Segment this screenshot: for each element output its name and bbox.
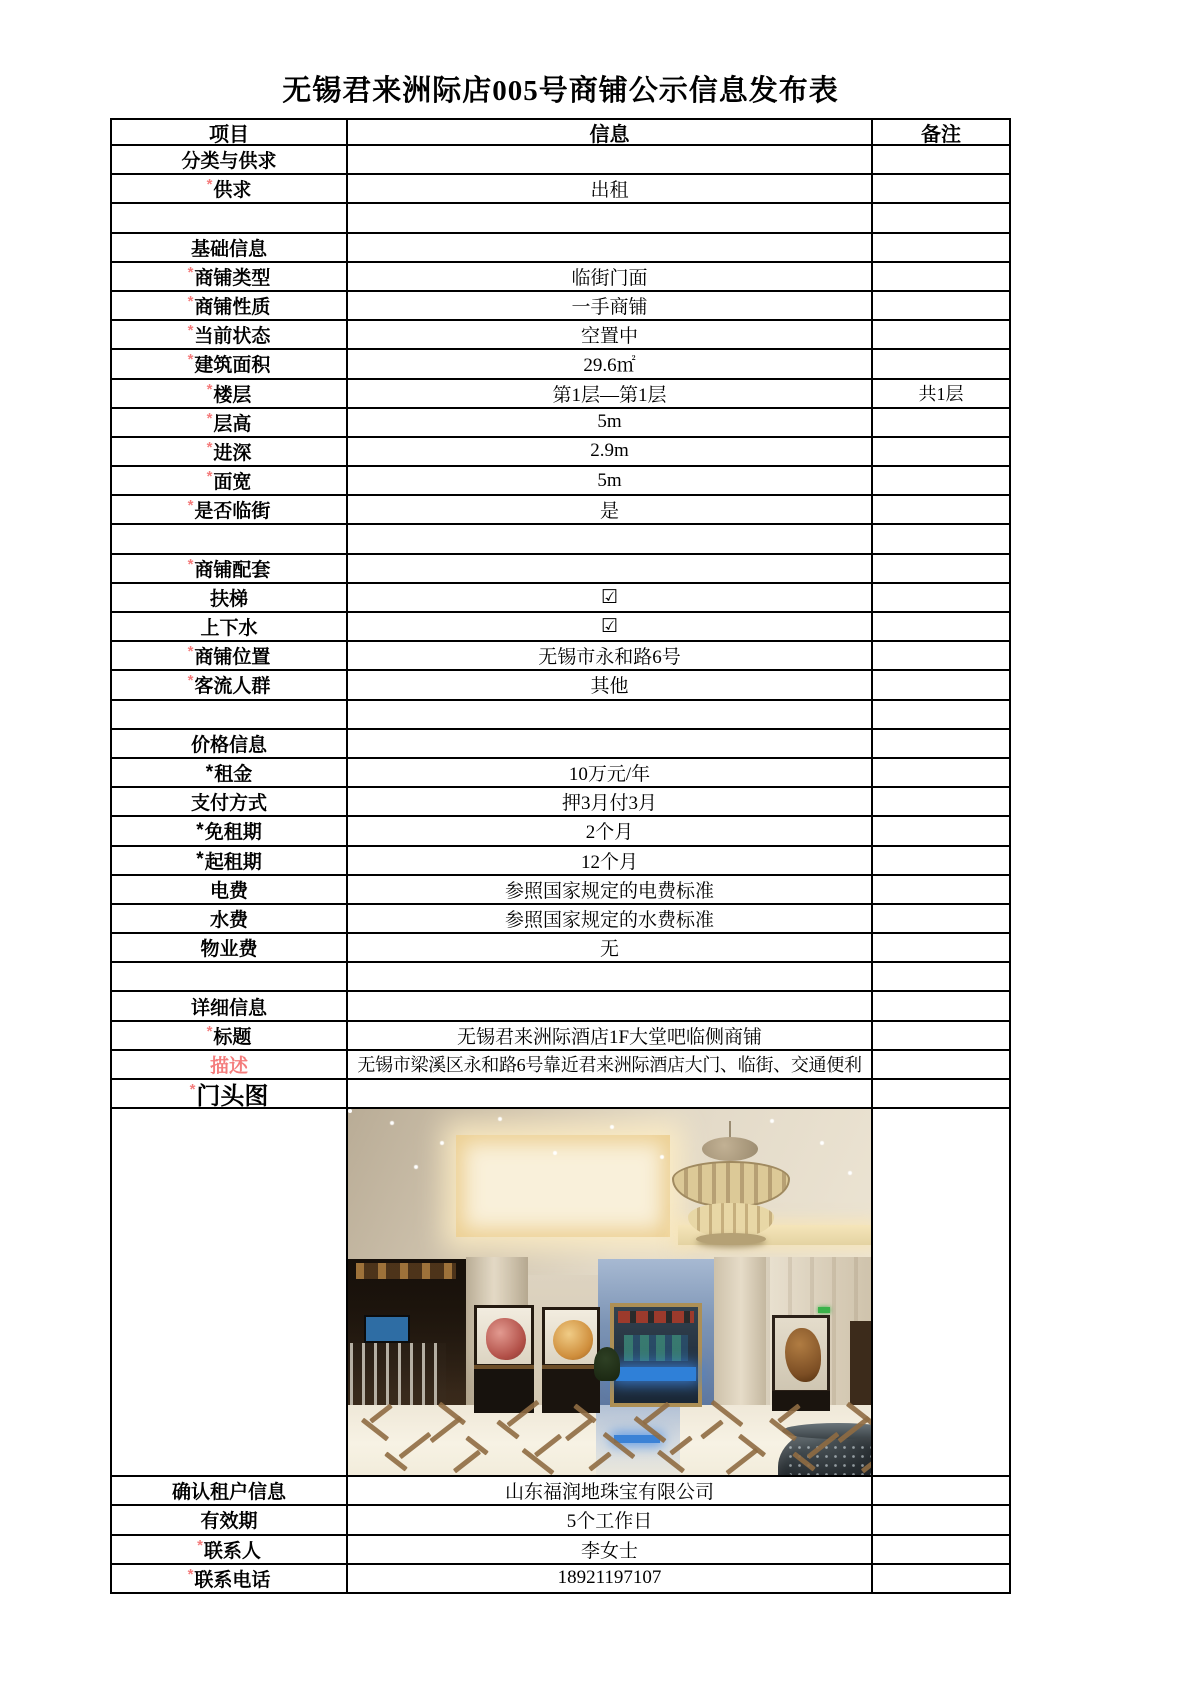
required-star: *: [187, 1565, 194, 1583]
table-row: [112, 757, 1009, 786]
info-cell: [346, 234, 873, 261]
table-row: [112, 465, 1009, 494]
item-cell: [112, 467, 346, 494]
info-value: 李女士: [580, 1540, 638, 1562]
table-row: [112, 932, 1009, 961]
required-star: *: [206, 380, 213, 398]
remark-cell: [873, 876, 1009, 903]
remark-cell: [873, 1080, 1009, 1107]
table-row: [112, 202, 1009, 231]
remark-cell: [873, 380, 1009, 407]
info-cell: [346, 204, 873, 231]
info-cell: [346, 1109, 873, 1475]
info-cell: [346, 1080, 873, 1107]
table-row: [112, 611, 1009, 640]
info-value: 出租: [590, 180, 629, 202]
item-label: 联系人: [203, 1540, 261, 1562]
info-cell: [346, 730, 873, 757]
item-label: 起租期: [204, 851, 262, 873]
table-row: [112, 1020, 1009, 1049]
item-label: 面宽: [213, 472, 252, 494]
mineral-specimen: [553, 1320, 593, 1360]
info-table: [110, 118, 1011, 1594]
item-cell: [112, 1565, 346, 1592]
item-label: 客流人群: [194, 676, 271, 698]
item-cell: [112, 234, 346, 261]
info-value: 是: [599, 501, 619, 523]
item-label: 上下水: [200, 618, 258, 640]
table-header-row: [112, 120, 1009, 144]
item-label: 门头图: [196, 1083, 269, 1108]
info-value: ☑: [600, 616, 619, 638]
table-row: [112, 553, 1009, 582]
item-cell: [112, 409, 346, 436]
floor-reflection-glow: [614, 1435, 660, 1443]
item-cell: [112, 817, 346, 844]
required-star: *: [187, 643, 194, 661]
table-row: [112, 261, 1009, 290]
info-value: 12个月: [580, 851, 638, 873]
chandelier-dome: [702, 1137, 758, 1161]
info-value: 29.6㎡: [583, 355, 636, 377]
item-cell: [112, 701, 346, 728]
item-label: 分类与供求: [181, 151, 277, 173]
item-cell: [112, 263, 346, 290]
remark-cell: [873, 321, 1009, 348]
table-row: [112, 699, 1009, 728]
lounge-area: [348, 1259, 468, 1407]
item-cell: [112, 380, 346, 407]
table-row: [112, 1475, 1009, 1504]
item-label: 联系电话: [194, 1569, 271, 1591]
header-item: 项目: [209, 123, 249, 144]
remark-cell: [873, 350, 1009, 377]
info-cell: [346, 409, 873, 436]
remark-cell: [873, 788, 1009, 815]
case-pedestal: [542, 1365, 600, 1413]
item-cell: [112, 847, 346, 874]
hotel-lobby-photo: [348, 1109, 871, 1475]
remark-cell: [873, 613, 1009, 640]
item-label: 进深: [213, 442, 252, 464]
item-cell: [112, 1477, 346, 1504]
remark-cell: [873, 730, 1009, 757]
remark-cell: [873, 467, 1009, 494]
remark-cell: [873, 1565, 1009, 1592]
required-star: *: [206, 409, 213, 427]
remark-value: 共1层: [918, 384, 964, 405]
item-cell: [112, 350, 346, 377]
info-value: 第1层—第1层: [552, 384, 667, 406]
required-star: *: [206, 468, 213, 486]
item-label: 当前状态: [194, 326, 271, 348]
railing: [350, 1343, 446, 1405]
remark-cell: [873, 496, 1009, 523]
remark-cell: [873, 1506, 1009, 1533]
table-row: [112, 874, 1009, 903]
info-cell: [346, 876, 873, 903]
table-row: [112, 1049, 1009, 1078]
item-cell: [112, 146, 346, 173]
item-cell: [112, 642, 346, 669]
info-cell: [346, 701, 873, 728]
table-row: [112, 378, 1009, 407]
tv-screen: [364, 1315, 410, 1343]
info-cell: [346, 934, 873, 961]
table-row: [112, 407, 1009, 436]
item-label: 物业费: [200, 939, 258, 961]
remark-cell: [873, 438, 1009, 465]
item-cell: [112, 1051, 346, 1078]
remark-cell: [873, 175, 1009, 202]
info-cell: [346, 292, 873, 319]
table-row: [112, 1504, 1009, 1533]
remark-cell: [873, 671, 1009, 698]
info-value: 5m: [597, 469, 622, 491]
remark-cell: [873, 759, 1009, 786]
table-row: [112, 786, 1009, 815]
item-label: 商铺配套: [194, 559, 271, 581]
info-value: 2个月: [585, 822, 634, 844]
item-label: 租金: [214, 764, 253, 786]
root-carving: [785, 1328, 821, 1382]
info-cell: [346, 905, 873, 932]
info-cell: [346, 467, 873, 494]
item-label: 是否临街: [194, 501, 271, 523]
item-label: 有效期: [200, 1511, 258, 1533]
item-label: 电费: [209, 880, 248, 902]
info-cell: [346, 525, 873, 552]
item-cell: [112, 438, 346, 465]
table-row: [112, 232, 1009, 261]
info-value: 参照国家规定的电费标准: [504, 880, 714, 902]
table-row: [112, 436, 1009, 465]
info-cell: [346, 1536, 873, 1563]
display-case: [542, 1307, 600, 1367]
info-cell: [346, 1506, 873, 1533]
info-cell: [346, 642, 873, 669]
item-label: 层高: [213, 413, 252, 435]
item-label: 价格信息: [190, 734, 267, 756]
remark-cell: [873, 146, 1009, 173]
item-cell: [112, 292, 346, 319]
remark-cell: [873, 292, 1009, 319]
table-row: [112, 1107, 1009, 1475]
info-cell: [346, 496, 873, 523]
table-row: [112, 144, 1009, 173]
remark-cell: [873, 584, 1009, 611]
marble-column: [714, 1257, 768, 1409]
info-cell: [346, 584, 873, 611]
item-cell: [112, 934, 346, 961]
item-cell: [112, 788, 346, 815]
info-cell: [346, 788, 873, 815]
item-label: 确认租户信息: [171, 1482, 286, 1504]
remark-cell: [873, 963, 1009, 990]
item-cell: [112, 555, 346, 582]
item-cell: [112, 1080, 346, 1107]
chandelier-ring: [696, 1233, 766, 1245]
remark-cell: [873, 905, 1009, 932]
remark-cell: [873, 847, 1009, 874]
remark-cell: [873, 555, 1009, 582]
info-value: 10万元/年: [568, 764, 651, 786]
info-value: 无锡君来洲际酒店1F大堂吧临侧商铺: [456, 1026, 763, 1048]
chandelier-upper-tier: [672, 1161, 790, 1207]
table-row: [112, 173, 1009, 202]
remark-cell: [873, 204, 1009, 231]
required-star: *: [196, 849, 204, 871]
info-cell: [346, 1051, 873, 1078]
table-row: [112, 903, 1009, 932]
info-cell: [346, 438, 873, 465]
item-label: 扶梯: [209, 588, 248, 610]
case-pedestal: [772, 1391, 830, 1411]
table-row: [112, 494, 1009, 523]
remark-cell: [873, 234, 1009, 261]
info-cell: [346, 1477, 873, 1504]
required-star: *: [206, 176, 213, 194]
table-row: [112, 728, 1009, 757]
item-cell: [112, 1109, 346, 1475]
table-body: [112, 144, 1009, 1592]
item-label: 商铺类型: [194, 267, 271, 289]
table-row: [112, 290, 1009, 319]
required-star: *: [187, 672, 194, 690]
info-value: 参照国家规定的水费标准: [504, 909, 714, 931]
display-case: [772, 1315, 830, 1393]
required-star: *: [189, 1081, 196, 1099]
item-cell: [112, 496, 346, 523]
info-cell: [346, 759, 873, 786]
required-star: *: [187, 263, 194, 281]
table-row: [112, 669, 1009, 698]
side-door: [850, 1321, 871, 1405]
info-cell: [346, 175, 873, 202]
item-cell: [112, 963, 346, 990]
info-value: 5个工作日: [566, 1511, 653, 1533]
item-label: 供求: [213, 180, 252, 202]
item-label: 基础信息: [190, 238, 267, 260]
table-row: [112, 1078, 1009, 1107]
info-cell: [346, 380, 873, 407]
item-cell: [112, 321, 346, 348]
door-interior-shelf: [618, 1311, 694, 1323]
table-row: [112, 815, 1009, 844]
item-cell: [112, 671, 346, 698]
remark-cell: [873, 1109, 1009, 1475]
door-interior-display: [624, 1335, 688, 1361]
info-cell: [346, 1022, 873, 1049]
required-star: *: [206, 438, 213, 456]
info-value: 临街门面: [571, 267, 648, 289]
remark-cell: [873, 701, 1009, 728]
item-label: 水费: [209, 909, 248, 931]
item-label: 商铺性质: [194, 297, 271, 319]
table-row: [112, 1563, 1009, 1592]
item-cell: [112, 204, 346, 231]
info-cell: [346, 671, 873, 698]
info-cell: [346, 1565, 873, 1592]
table-row: [112, 523, 1009, 552]
info-cell: [346, 350, 873, 377]
required-star: *: [187, 322, 194, 340]
remark-cell: [873, 817, 1009, 844]
item-cell: [112, 1022, 346, 1049]
info-value: 其他: [590, 676, 629, 698]
remark-cell: [873, 934, 1009, 961]
info-cell: [346, 847, 873, 874]
case-pedestal: [474, 1365, 534, 1413]
table-row: [112, 845, 1009, 874]
item-cell: [112, 175, 346, 202]
remark-cell: [873, 525, 1009, 552]
remark-cell: [873, 409, 1009, 436]
required-star: *: [187, 293, 194, 311]
item-cell: [112, 876, 346, 903]
table-row: [112, 961, 1009, 990]
table-row: [112, 1534, 1009, 1563]
item-cell: [112, 730, 346, 757]
required-star: *: [187, 555, 194, 573]
info-cell: [346, 817, 873, 844]
info-cell: [346, 963, 873, 990]
required-star: *: [187, 497, 194, 515]
exit-sign: [818, 1307, 830, 1313]
ceiling-cove-light: [456, 1135, 670, 1237]
remark-cell: [873, 1022, 1009, 1049]
remark-cell: [873, 992, 1009, 1019]
info-value: 5m: [597, 411, 622, 433]
table-row: [112, 582, 1009, 611]
remark-cell: [873, 1051, 1009, 1078]
info-cell: [346, 613, 873, 640]
item-cell: [112, 584, 346, 611]
chandelier-lower-tier: [688, 1203, 774, 1237]
item-label: 建筑面积: [194, 355, 271, 377]
item-label: 楼层: [213, 384, 252, 406]
required-star: *: [205, 761, 214, 783]
item-cell: [112, 905, 346, 932]
required-star: *: [187, 351, 194, 369]
mineral-specimen: [486, 1318, 526, 1360]
potted-plant: [594, 1347, 620, 1381]
info-value: 空置中: [580, 326, 638, 348]
item-label: 详细信息: [190, 997, 267, 1019]
header-remark: 备注: [921, 123, 961, 144]
required-star: *: [196, 819, 204, 841]
info-value: 无: [599, 939, 619, 961]
info-cell: [346, 321, 873, 348]
item-label: 商铺位置: [194, 647, 271, 669]
item-cell: [112, 613, 346, 640]
item-label: 支付方式: [190, 793, 267, 815]
info-value: 2.9m: [590, 440, 629, 462]
info-cell: [346, 992, 873, 1019]
required-star: *: [206, 1022, 213, 1040]
item-cell: [112, 1536, 346, 1563]
item-label: 标题: [213, 1026, 252, 1048]
info-value: ☑: [600, 586, 619, 608]
remark-cell: [873, 642, 1009, 669]
door-blue-light: [616, 1367, 696, 1381]
item-cell: [112, 992, 346, 1019]
display-case: [474, 1305, 534, 1367]
item-cell: [112, 525, 346, 552]
info-value: 无锡市永和路6号: [538, 647, 681, 669]
info-cell: [346, 146, 873, 173]
item-label: 免租期: [204, 822, 262, 844]
table-row: [112, 640, 1009, 669]
remark-cell: [873, 1477, 1009, 1504]
table-row: [112, 990, 1009, 1019]
info-value: 山东福润地珠宝有限公司: [504, 1482, 714, 1504]
lounge-downlights: [356, 1263, 456, 1279]
page-title: 无锡君来洲际店005号商铺公示信息发布表: [282, 75, 839, 107]
item-cell: [112, 1506, 346, 1533]
header-info: 信息: [346, 120, 873, 144]
table-row: [112, 348, 1009, 377]
chandelier: [666, 1121, 796, 1251]
item-label: 描述: [209, 1055, 248, 1077]
info-cell: [346, 555, 873, 582]
remark-cell: [873, 1536, 1009, 1563]
info-value: 18921197107: [557, 1567, 662, 1589]
info-value: 一手商铺: [571, 297, 648, 319]
info-value: 押3月付3月: [561, 793, 657, 815]
table-row: [112, 319, 1009, 348]
item-cell: [112, 759, 346, 786]
info-cell: [346, 263, 873, 290]
info-value: 无锡市梁溪区永和路6号靠近君来洲际酒店大门、临街、交通便利: [357, 1055, 862, 1076]
required-star: *: [197, 1536, 203, 1554]
remark-cell: [873, 263, 1009, 290]
